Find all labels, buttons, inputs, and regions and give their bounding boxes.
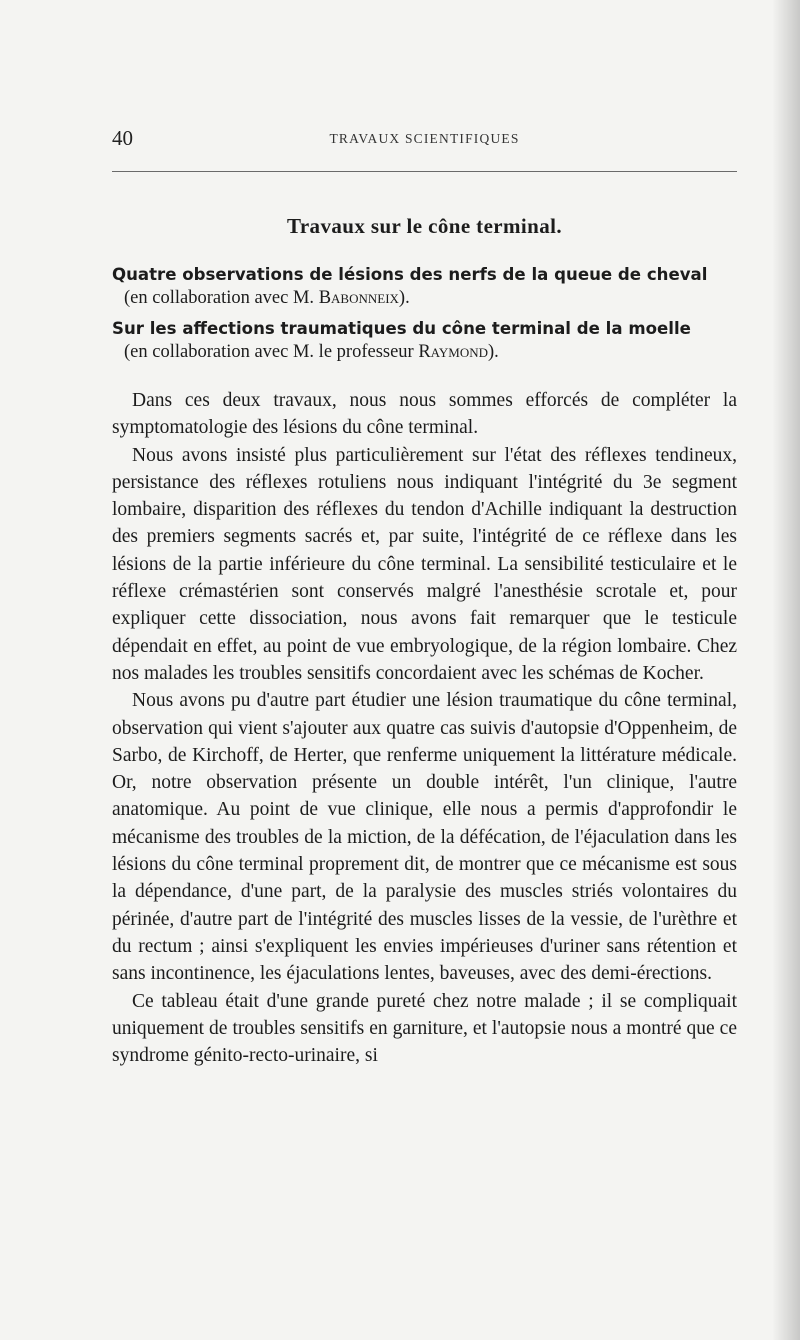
page-number: 40 xyxy=(112,126,133,150)
publication-entry xyxy=(112,264,737,310)
section-title: Travaux sur le cône terminal. xyxy=(286,214,563,238)
collab-prefix: (en collaboration avec M. xyxy=(124,288,319,308)
paragraph: Ce tableau était d'une grande pureté chez notre malade ; il se compliquait uniquement de troubles sensitifs en garniture, et l'autopsie nous a montré que ce syndrome génito-recto-urinaire, si xyxy=(112,990,737,1067)
page-edge-shadow xyxy=(772,0,800,1340)
publication-title: Quatre observations de lésions des nerfs de la queue de cheval xyxy=(112,265,708,284)
paragraph: Nous avons pu d'autre part étudier une lésion traumatique du cône terminal, observation qui vient s'ajouter aux quatre cas suivis d'autopsie d'Oppenheim, de Sarbo, de Kirchoff, de Herter, que renferme uniquement la littérature médicale. Or, notre observation présente un double intérêt, l'un clinique, l'autre anatomique. Au point de vue clinique, elle nous a permis d'approfondir le mécanisme des troubles de la miction, de la défécation, de l'éjaculation dans les lésions du cône terminal proprement dit, de montrer que ce mécanisme est sous la dépendance, d'une part, de la paralysie des muscles striés volontaires du périnée, d'autre part de l'intégrité des muscles lisses de la vessie, de l'urèthre et du rectum ; ainsi s'expliquent les envies impérieuses d'uriner sans rétention et sans incontinence, les éjaculations lentes, baveuses, avec des demi-érections. xyxy=(112,690,737,985)
collaborator-name: Babonneix xyxy=(318,288,399,308)
collab-prefix: (en collaboration avec M. le professeur xyxy=(124,342,419,362)
collab-suffix: ). xyxy=(488,342,499,362)
collaborator-name: Raymond xyxy=(418,342,488,362)
paragraph: Nous avons insisté plus particulièrement sur l'état des réflexes tendineux, persistance des réflexes rotuliens nous indiquant l'intégrité du 3e segment lombaire, disparition des réflexes du tendon d'Achille indiquant la destruction des premiers segments sacrés et, par suite, l'intégrité de ce réflexe dans les lésions de la partie inférieure du cône terminal. La sensibilité testiculaire et le réflexe crémastérien sont conservés malgré l'anesthésie scrotale et, pour expliquer cette dissociation, nous avons fait remarquer que le testicule dépendait en effet, au point de vue embryologique, de la région lombaire. Chez nos malades les troubles sensitifs concordaient avec les schémas de Kocher. xyxy=(112,444,737,684)
publication-collaboration xyxy=(112,340,737,364)
paragraph: Dans ces deux travaux, nous nous sommes efforcés de compléter la symptomatologie des lésions du cône terminal. xyxy=(112,390,737,439)
header-rule xyxy=(112,171,737,172)
collab-suffix: ). xyxy=(398,288,410,308)
page-header xyxy=(112,126,737,150)
publication-entry xyxy=(112,318,737,364)
body-text xyxy=(112,387,737,1069)
publication-collaboration xyxy=(112,286,737,310)
running-title: TRAVAUX SCIENTIFIQUES xyxy=(329,131,520,146)
publication-title: Sur les affections traumatiques du cône terminal de la moelle xyxy=(112,319,691,338)
